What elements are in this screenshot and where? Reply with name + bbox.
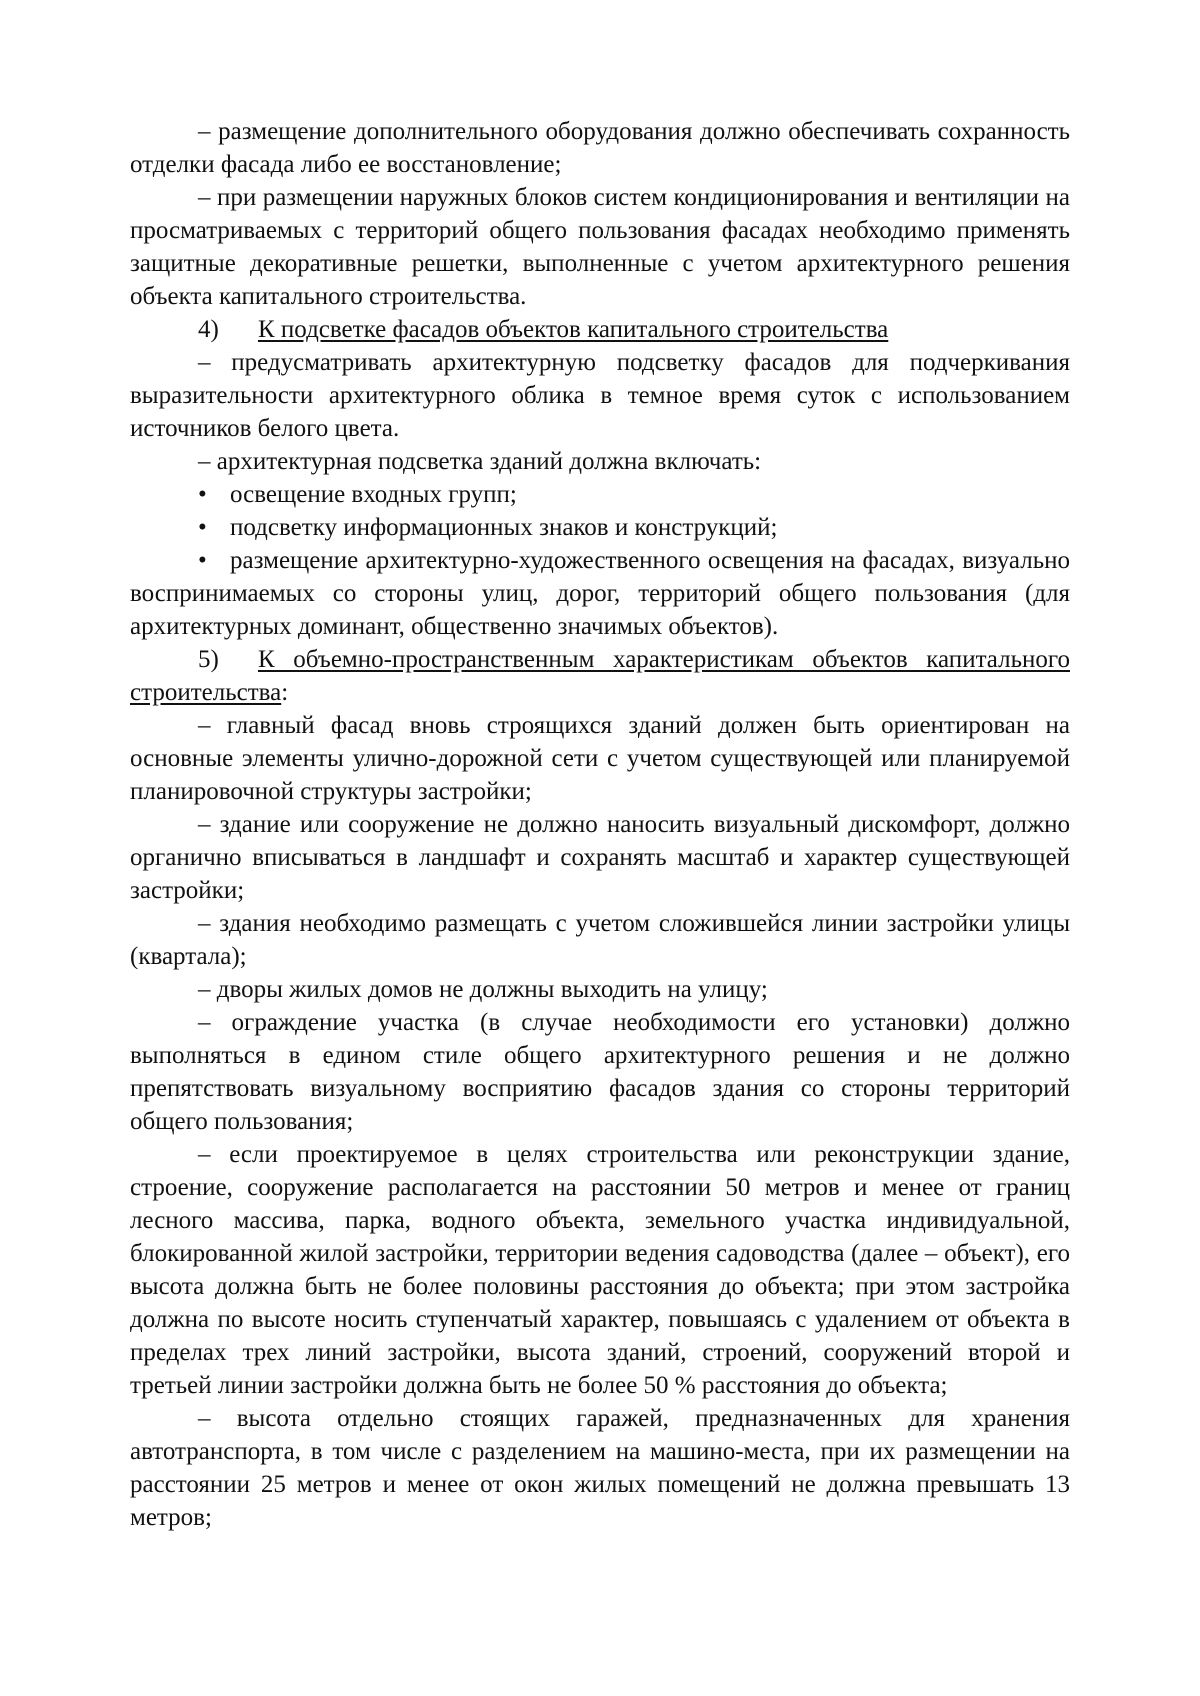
bullet-icon: • <box>198 481 207 508</box>
paragraph-main-facade: – главный фасад вновь строящихся зданий должен быть ориентирован на основные элементы улично-дорожной сети с учетом существующей или планируемой планировочной структуры застройки; <box>130 712 1070 805</box>
document-page <box>130 115 1070 1534</box>
heading-text: К подсветке фасадов объектов капитального строительства <box>258 316 889 343</box>
bullet-text: подсветку информационных знаков и конструкций; <box>230 514 778 541</box>
heading-suffix: : <box>281 679 289 706</box>
bullet-text: освещение входных групп; <box>230 481 517 508</box>
bullet-signs <box>130 511 1070 544</box>
paragraph-fence: – ограждение участка (в случае необходимости его установки) должно выполняться в едином стиле общего архитектурного решения и не должно препятствовать визуальному восприятию фасадов здания со стороны территорий общего пользования; <box>130 1009 1070 1135</box>
bullet-artistic <box>130 544 1070 643</box>
heading-4 <box>130 313 1070 346</box>
bullet-icon: • <box>198 514 207 541</box>
paragraph-garages: – высота отдельно стоящих гаражей, предназначенных для хранения автотранспорта, в том числе с разделением на машино-места, при их размещении на расстоянии 25 метров и менее от окон жилых помещений не должна превышать 13 метров; <box>130 1405 1070 1531</box>
paragraph-courtyards: – дворы жилых домов не должны выходить на улицу; <box>198 976 768 1003</box>
bullet-icon: • <box>198 547 207 574</box>
heading-number: 5) <box>198 646 219 673</box>
heading-number: 4) <box>198 316 219 343</box>
bullet-entrance <box>130 478 1070 511</box>
paragraph-building-line: – здания необходимо размещать с учетом сложившейся линии застройки улицы (квартала); <box>130 910 1070 970</box>
paragraph-lighting-includes: – архитектурная подсветка зданий должна включать: <box>198 448 762 475</box>
bullet-text: размещение архитектурно-художественного освещения на фасадах, визуально воспринимаемых со стороны улиц, дорог, территорий общего пользования (для архитектурных доминант, общественно значимых объектов). <box>130 547 1070 640</box>
paragraph-ventilation: – при размещении наружных блоков систем кондиционирования и вентиляции на просматриваемых с территорий общего пользования фасадах необходимо применять защитные декоративные решетки, выполненные с учетом архитектурного решения объекта капитального строительства. <box>130 184 1070 310</box>
paragraph-lighting: – предусматривать архитектурную подсветку фасадов для подчеркивания выразительности архитектурного облика в темное время суток с использованием источников белого цвета. <box>130 349 1070 442</box>
paragraph-height-50m: – если проектируемое в целях строительства или реконструкции здание, строение, сооружение располагается на расстоянии 50 метров и менее от границ лесного массива, парка, водного объекта, земельного участка индивидуальной, блокированной жилой застройки, территории ведения садоводства (далее – объект), его высота должна быть не более половины расстояния до объекта; при этом застройка должна по высоте носить ступенчатый характер, повышаясь с удалением от объекта в пределах трех линий застройки, высота зданий, строений, сооружений второй и третьей линии застройки должна быть не более 50 % расстояния до объекта; <box>130 1141 1070 1399</box>
paragraph-discomfort: – здание или сооружение не должно наносить визуальный дискомфорт, должно органично вписываться в ландшафт и сохранять масштаб и характер существующей застройки; <box>130 811 1070 904</box>
paragraph-equipment: – размещение дополнительного оборудования должно обеспечивать сохранность отделки фасада либо ее восстановление; <box>130 118 1070 178</box>
heading-text: К объемно-пространственным характеристикам объектов капитального строительства <box>130 646 1070 706</box>
heading-5 <box>130 643 1070 709</box>
